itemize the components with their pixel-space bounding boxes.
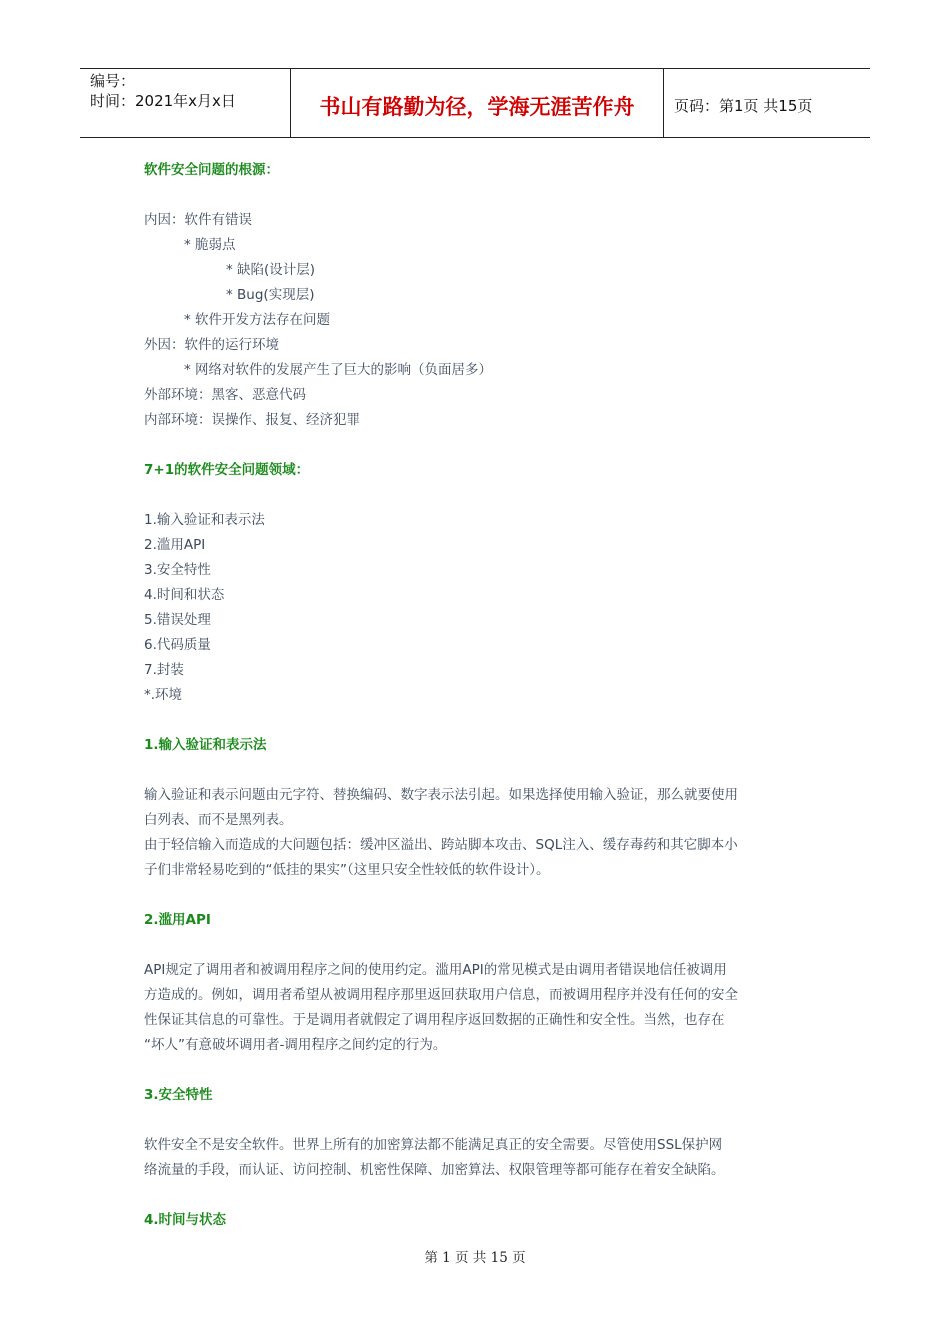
roots-line: * 网络对软件的发展产生了巨大的影响（负面居多）	[184, 362, 493, 378]
footer-page-number: 第 1 页 共 15 页	[424, 1250, 526, 1266]
input-paragraph-line: 由于轻信输入而造成的大问题包括：缓冲区溢出、跨站脚本攻击、SQL注入、缓存毒药和其它脚本小	[144, 837, 738, 853]
section-heading-security: 3.安全特性	[144, 1087, 213, 1103]
input-paragraph-line: 子们非常轻易吃到的“低挂的果实”（这里只安全性较低的软件设计）。	[144, 862, 550, 878]
page-footer	[0, 1246, 950, 1266]
roots-line: 外部环境：黑客、恶意代码	[144, 387, 306, 403]
api-paragraph-line: 性保证其信息的可靠性。于是调用者就假定了调用程序返回数据的正确性和安全性。当然，也存在	[144, 1012, 725, 1028]
page-info: 页码：第1页 共15页	[674, 96, 813, 115]
api-paragraph-line: “坏人”有意破坏调用者-调用程序之间约定的行为。	[144, 1037, 447, 1053]
section-heading-input: 1.输入验证和表示法	[144, 737, 267, 753]
roots-line: 外因：软件的运行环境	[144, 337, 279, 353]
api-paragraph-line: API规定了调用者和被调用程序之间的使用约定。滥用API的常见模式是由调用者错误地信任被调用	[144, 962, 727, 978]
section-heading-roots: 软件安全问题的根源：	[144, 162, 279, 178]
api-paragraph-line: 方造成的。例如，调用者希望从被调用程序那里返回获取用户信息，而被调用程序并没有任何的安全	[144, 987, 738, 1003]
security-paragraph-line: 络流量的手段，而认证、访问控制、机密性保障、加密算法、权限管理等都可能存在着安全缺陷。	[144, 1162, 725, 1178]
roots-line: * 缺陷(设计层)	[226, 262, 316, 278]
roots-line: 内部环境：误操作、报复、经济犯罪	[144, 412, 360, 428]
number-label: 编号：	[90, 72, 136, 90]
document-header	[80, 68, 870, 138]
domain-item: 1.输入验证和表示法	[144, 512, 265, 528]
domain-item: 6.代码质量	[144, 637, 211, 653]
document-body	[144, 158, 814, 1233]
domain-item: 2.滥用API	[144, 537, 206, 553]
domain-item: 4.时间和状态	[144, 587, 225, 603]
domain-item: 5.错误处理	[144, 612, 211, 628]
domain-item: 7.封装	[144, 662, 184, 678]
domain-item: 3.安全特性	[144, 562, 211, 578]
header-motto-cell	[291, 69, 664, 137]
roots-line: * 软件开发方法存在问题	[184, 312, 331, 328]
section-heading-domains: 7+1的软件安全问题领域：	[144, 462, 310, 478]
section-heading-time: 4.时间与状态	[144, 1212, 227, 1228]
security-paragraph-line: 软件安全不是安全软件。世界上所有的加密算法都不能满足真正的安全需要。尽管使用SSL保护网	[144, 1137, 723, 1153]
input-paragraph-line: 输入验证和表示问题由元字符、替换编码、数字表示法引起。如果选择使用输入验证，那么就要使用	[144, 787, 738, 803]
input-paragraph-line: 白列表、而不是黑列表。	[144, 812, 293, 828]
motto: 书山有路勤为径，学海无涯苦作舟	[319, 95, 635, 119]
roots-line: * Bug(实现层)	[226, 287, 315, 303]
header-page-cell	[664, 69, 870, 137]
domain-item: *.环境	[144, 687, 183, 703]
roots-line: * 脆弱点	[184, 237, 236, 253]
time-label: 时间：2021年x月x日	[90, 92, 236, 110]
header-left-cell	[80, 69, 291, 137]
roots-line: 内因：软件有错误	[144, 212, 252, 228]
section-heading-api: 2.滥用API	[144, 912, 211, 928]
